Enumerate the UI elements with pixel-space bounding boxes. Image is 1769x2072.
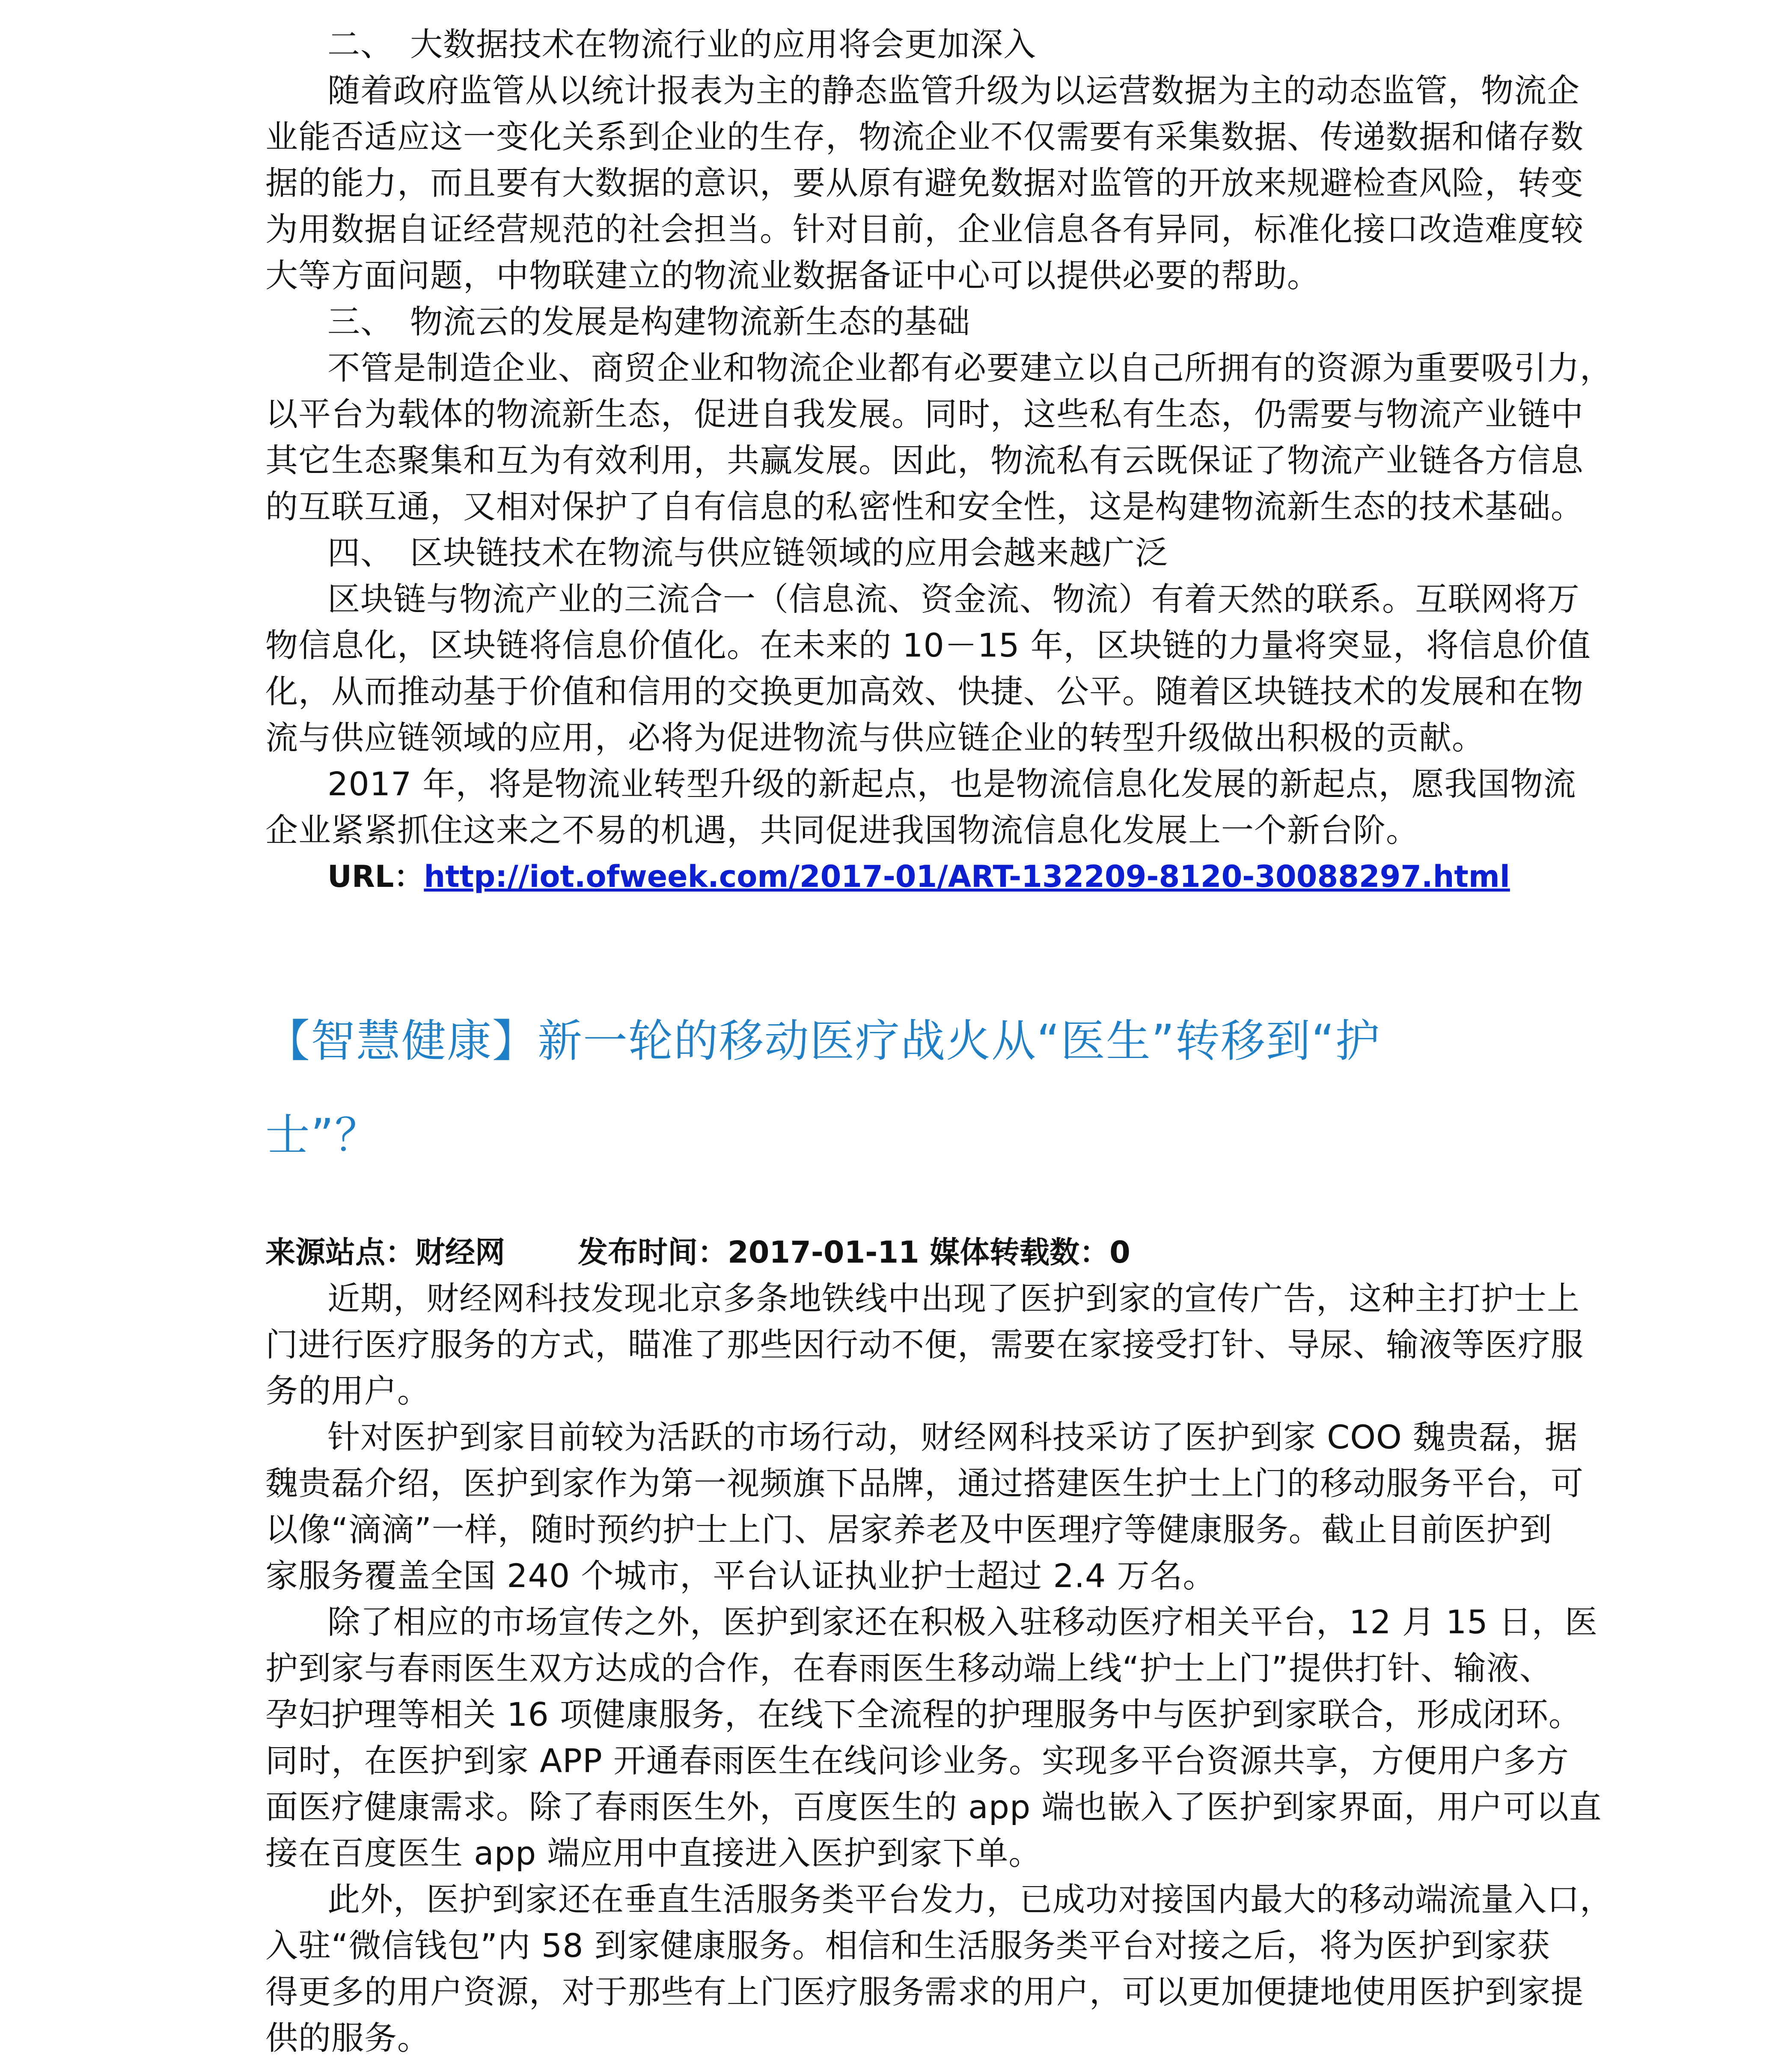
article-title: 【智慧健康】新一轮的移动医疗战火从“医生”转移到“护 [265, 1015, 1381, 1067]
paragraph-line: 据的能力，而且要有大数据的意识，要从原有避免数据对监管的开放来规避检查风险，转变 [265, 164, 1584, 202]
paragraph-line: 不管是制造企业、商贸企业和物流企业都有必要建立以自己所拥有的资源为重要吸引力， [327, 349, 1613, 387]
paragraph-line: 面医疗健康需求。除了春雨医生外，百度医生的 app 端也嵌入了医护到家界面，用户可以直 [265, 1788, 1602, 1826]
article-title-continued: 士”？ [265, 1109, 380, 1161]
paragraph-line: 区块链与物流产业的三流合一（信息流、资金流、物流）有着天然的联系。互联网将万 [327, 580, 1580, 618]
paragraph-line: 得更多的用户资源，对于那些有上门医疗服务需求的用户，可以更加便捷地使用医护到家提 [265, 1973, 1584, 2011]
paragraph-line: 除了相应的市场宣传之外，医护到家还在积极入驻移动医疗相关平台，12 月 15 日，医 [327, 1603, 1598, 1641]
source-url-line [265, 853, 1528, 900]
paragraph-line: 2017 年，将是物流业转型升级的新起点，也是物流信息化发展的新起点，愿我国物流 [327, 765, 1576, 803]
article-meta [265, 1229, 1528, 1275]
paragraph-line: 家服务覆盖全国 240 个城市，平台认证执业护士超过 2.4 万名。 [265, 1557, 1216, 1595]
paragraph-line: 以平台为载体的物流新生态，促进自我发展。同时，这些私有生态，仍需要与物流产业链中 [265, 395, 1584, 433]
paragraph-line: 随着政府监管从以统计报表为主的静态监管升级为以运营数据为主的动态监管，物流企 [327, 71, 1580, 110]
paragraph-line: 业能否适应这一变化关系到企业的生存，物流企业不仅需要有采集数据、传递数据和储存数 [265, 118, 1584, 156]
paragraph-line: 门进行医疗服务的方式，瞄准了那些因行动不便，需要在家接受打针、导尿、输液等医疗服 [265, 1326, 1584, 1364]
paragraph-line: 化，从而推动基于价值和信用的交换更加高效、快捷、公平。随着区块链技术的发展和在物 [265, 672, 1584, 710]
document-page [265, 21, 1613, 2061]
paragraph-line: 的互联互通，又相对保护了自有信息的私密性和安全性，这是构建物流新生态的技术基础。 [265, 488, 1584, 526]
paragraph-line: 接在百度医生 app 端应用中直接进入医护到家下单。 [265, 1834, 1042, 1872]
paragraph-line: 务的用户。 [265, 1372, 430, 1410]
paragraph-line: 企业紧紧抓住这来之不易的机遇，共同促进我国物流信息化发展上一个新台阶。 [265, 811, 1419, 849]
paragraph-line: 魏贵磊介绍，医护到家作为第一视频旗下品牌，通过搭建医生护士上门的移动服务平台，可 [265, 1464, 1584, 1502]
paragraph-line: 近期，财经网科技发现北京多条地铁线中出现了医护到家的宣传广告，这种主打护士上 [327, 1279, 1580, 1317]
paragraph-line: 物信息化，区块链将信息价值化。在未来的 10－15 年，区块链的力量将突显，将信息价值 [265, 626, 1591, 664]
section-heading: 二、 大数据技术在物流行业的应用将会更加深入 [327, 25, 1036, 63]
paragraph-line: 为用数据自证经营规范的社会担当。针对目前，企业信息各有异同，标准化接口改造难度较 [265, 210, 1584, 248]
paragraph-line: 同时，在医护到家 APP 开通春雨医生在线问诊业务。实现多平台资源共享，方便用户多方 [265, 1742, 1569, 1780]
source-url-link[interactable]: http://iot.ofweek.com/2017-01/ART-132209-8120-30088297.html [424, 859, 1510, 894]
paragraph-line: 此外，医护到家还在垂直生活服务类平台发力，已成功对接国内最大的移动端流量入口， [327, 1880, 1613, 1918]
spacer [265, 1182, 1528, 1229]
paragraph-line: 供的服务。 [265, 2019, 430, 2057]
source-site: 来源站点：财经网 [265, 1235, 505, 1270]
paragraph-line: 大等方面问题，中物联建立的物流业数据备证中心可以提供必要的帮助。 [265, 256, 1320, 294]
paragraph-line: 其它生态聚集和互为有效利用，共赢发展。因此，物流私有云既保证了物流产业链各方信息 [265, 441, 1584, 479]
paragraph-line: 以像“滴滴”一样，随时预约护士上门、居家养老及中医理疗等健康服务。截止目前医护到 [265, 1510, 1552, 1549]
url-label: URL： [327, 859, 424, 894]
paragraph-line: 孕妇护理等相关 16 项健康服务，在线下全流程的护理服务中与医护到家联合，形成闭环。 [265, 1695, 1582, 1733]
paragraph-line: 护到家与春雨医生双方达成的合作，在春雨医生移动端上线“护士上门”提供打针、输液、 [265, 1649, 1552, 1687]
paragraph-line: 针对医护到家目前较为活跃的市场行动，财经网科技采访了医护到家 COO 魏贵磊，据 [327, 1418, 1578, 1456]
section-heading: 四、 区块链技术在物流与供应链领域的应用会越来越广泛 [327, 534, 1168, 572]
publish-info: 发布时间：2017-01-11 媒体转载数：0 [578, 1235, 1130, 1270]
section-heading: 三、 物流云的发展是构建物流新生态的基础 [327, 303, 970, 341]
paragraph-line: 流与供应链领域的应用，必将为促进物流与供应链企业的转型升级做出积极的贡献。 [265, 719, 1485, 757]
spacer [265, 900, 1528, 994]
paragraph-line: 入驻“微信钱包”内 58 到家健康服务。相信和生活服务类平台对接之后，将为医护到家获 [265, 1926, 1550, 1965]
